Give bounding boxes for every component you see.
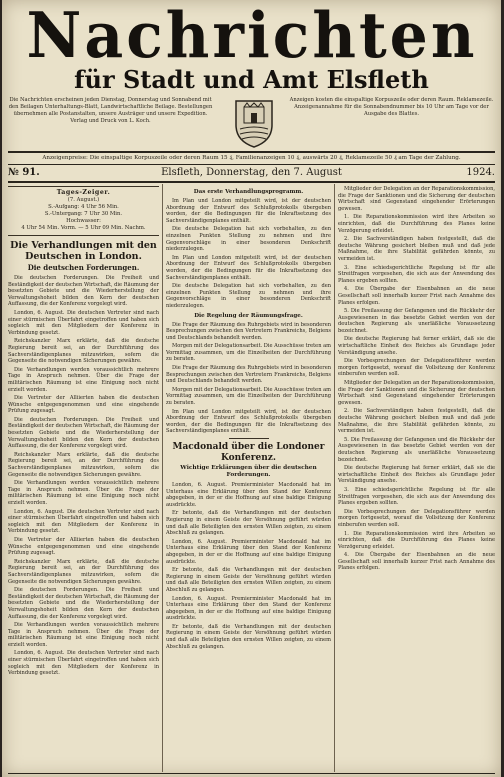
issue-number: № 91. xyxy=(8,167,40,178)
article-headline: Macdonald über die Londoner Konferenz. xyxy=(172,442,325,463)
masthead-left-info: Die Nachrichten erscheinen jeden Dienstag, Donnerstag und Sonnabend mit den Beilagen Unterhaltungs-Blatt, Landwirtschaftliche Beilage. Bestellungen übernehmen alle Postanstalten, unsere Austräger und unsere Expedition. Verlag und Druck von L. Koch. xyxy=(8,97,213,124)
article-paragraph: 3. Eine schiedsgerichtliche Regelung ist für alle Streitfragen vorgesehen, die sich aus der Anwendung des Planes ergeben sollten. xyxy=(338,486,495,507)
article-paragraph: London, 6. August. Premierminister Macdonald hat im Unterhaus eine Erklärung über den Stand der Konferenz abgegeben, in der er die Hoffnung auf eine baldige Einigung ausdrückte. xyxy=(166,538,331,565)
article-subhead: Wichtige Erklärungen über die deutschen Forderungen. xyxy=(180,465,317,478)
coat-of-arms-icon xyxy=(230,95,278,149)
article-paragraph: 3. Eine schiedsgerichtliche Regelung ist für alle Streitfragen vorgesehen, die sich aus der Anwendung des Planes ergeben sollten. xyxy=(338,264,495,284)
article-paragraph: London, 6. August. Premierminister Macdonald hat im Unterhaus eine Erklärung über den Stand der Konferenz abgegeben, in der er die Hoffnung auf eine baldige Einigung ausdrückte. xyxy=(166,595,331,622)
column-separator xyxy=(162,184,163,772)
article-paragraph: Reichskanzler Marx erklärte, daß die deutsche Regierung bereit sei, an der Durchführung des Sachverständigenplanes mitzuwirken, sofern die Gegenseite die notwendigen Sicherungen gewähre. xyxy=(8,558,159,585)
box-line: (7. August.) xyxy=(67,197,100,203)
article-paragraph: Die Verhandlungen werden voraussichtlich mehrere Tage in Anspruch nehmen. Über die Frage der militärischen Räumung ist eine Einigung noch nicht erzielt worden. xyxy=(8,480,159,506)
info-rule xyxy=(8,164,495,165)
article-paragraph: London, 6. August. Premierminister Macdonald hat im Unterhaus eine Erklärung über den Stand der Konferenz abgegeben, in der er die Hoffnung auf eine baldige Einigung ausdrückte. xyxy=(166,482,331,508)
article-paragraph: Mitglieder der Delegation an der Reparationskommission, die Frage der Sanktionen und die Sicherung der deutschen Wirtschaft sind Gegenstand eingehender Erörterungen gewesen. xyxy=(338,186,495,212)
box-line: S.-Untergang: 7 Uhr 30 Min. xyxy=(44,211,123,217)
article-paragraph: Mitglieder der Delegation an der Reparationskommission, die Frage der Sanktionen und die Sicherung der deutschen Wirtschaft sind Gegenstand eingehender Erörterungen gewesen. xyxy=(338,380,495,406)
article-paragraph: Im Plan und London mitgeteilt wird, ist der deutschen Abordnung der Entwurf des Schlußprotokolls übergeben worden, der die Bedingungen für die Inkraftsetzung des Sachverständigenplanes enthält. xyxy=(166,408,331,435)
article-paragraph: Reichskanzler Marx erklärte, daß die deutsche Regierung bereit sei, an der Durchführung des Sachverständigenplanes mitzuwirken, sofern die Gegenseite die notwendigen Sicherungen gewähre. xyxy=(8,338,159,365)
article-paragraph: 5. Die Freilassung der Gefangenen und die Rückkehr der Ausgewiesenen in das besetzte Gebiet werden von der deutschen Regierung als unerläßliche Voraussetzung bezeichnet. xyxy=(338,436,495,463)
column-separator xyxy=(334,184,335,772)
article-paragraph: 5. Die Freilassung der Gefangenen und die Rückkehr der Ausgewiesenen in das besetzte Gebiet werden von der deutschen Regierung als unerläßliche Voraussetzung bezeichnet. xyxy=(338,308,495,334)
article-paragraph: London, 6. August. Die deutschen Vertreter sind nach einer stürmischen Überfahrt eingetroffen und haben sich sogleich mit den Mitgliedern der Konferenz in Verbindung gesetzt. xyxy=(8,309,159,336)
article-paragraph: Die Verhandlungen werden voraussichtlich mehrere Tage in Anspruch nehmen. Über die Frage der militärischen Räumung ist eine Einigung noch nicht erzielt worden. xyxy=(8,622,159,648)
article-paragraph: Er betonte, daß die Verhandlungen mit der deutschen Regierung in einem Geiste der Versöhnung geführt würden und daß alle Beteiligten den ernsten Willen zeigten, zu einem Abschluß zu gelangen. xyxy=(166,623,331,650)
article-paragraph: Die deutsche Delegation hat sich vorbehalten, zu den einzelnen Punkten Stellung zu nehmen und ihre Gegenvorschläge in einer besonderen Denkschrift niederzulegen. xyxy=(166,226,331,253)
section-kicker: Das erste Verhandlungsprogramm. xyxy=(193,189,304,195)
masthead-subtitle: für Stadt und Amt Elsfleth xyxy=(74,65,429,94)
tages-zeiger-box xyxy=(8,186,159,236)
article-paragraph: London, 6. August. Die deutschen Vertreter sind nach einer stürmischen Überfahrt eingetroffen und haben sich sogleich mit den Mitgliedern der Konferenz in Verbindung gesetzt. xyxy=(8,508,159,535)
article-paragraph: Die deutschen Forderungen. Die Freiheit und Beständigkeit der deutschen Wirtschaft, die Räumung der besetzten Gebiete und die Wiederherstellung der Verwaltungshoheit bilden den Kern der deutschen Auffassung, die der Konferenz vorgelegt wird. xyxy=(8,587,159,620)
article-paragraph: 1. Die Reparationskommission wird ihre Arbeiten so einrichten, daß die Durchführung des Planes keine Verzögerung erleidet. xyxy=(338,530,495,550)
article-paragraph: Die Vorbesprechungen der Delegationsführer werden morgen fortgesetzt, worauf die Vollsitzung der Konferenz einberufen werden soll. xyxy=(338,358,495,378)
article-paragraph: Im Plan und London mitgeteilt wird, ist der deutschen Abordnung der Entwurf des Schlußprotokolls übergeben worden, der die Bedingungen für die Inkraftsetzung des Sachverständigenplanes enthält. xyxy=(166,198,331,224)
article-paragraph: Die deutsche Regierung hat ferner erklärt, daß sie die wirtschaftliche Einheit des Reiches als Grundlage jeder Verständigung ansehe. xyxy=(338,336,495,356)
article-paragraph: 4. Die Übergabe der Eisenbahnen an die neue Gesellschaft soll innerhalb kurzer Frist nach Annahme des Planes erfolgen. xyxy=(338,552,495,572)
article-paragraph: Die deutschen Forderungen. Die Freiheit und Beständigkeit der deutschen Wirtschaft, die Räumung der besetzten Gebiete und die Wiederherstellung der Verwaltungshoheit bilden den Kern der deutschen Auffassung, die der Konferenz vorgelegt wird. xyxy=(8,275,159,308)
bottom-rule xyxy=(8,773,495,774)
article-paragraph: 2. Die Sachverständigen haben festgestellt, daß die deutsche Währung gesichert bleiben muß und daß jede Maßnahme, die ihre Stabilität gefährden könnte, zu vermeiden ist. xyxy=(338,236,495,262)
article-paragraph: Die Verhandlungen werden voraussichtlich mehrere Tage in Anspruch nehmen. Über die Frage der militärischen Räumung ist eine Einigung noch nicht erzielt worden. xyxy=(8,366,159,393)
masthead xyxy=(2,0,501,152)
article-paragraph: 4. Die Übergabe der Eisenbahnen an die neue Gesellschaft soll innerhalb kurzer Frist nach Annahme des Planes erfolgen. xyxy=(338,286,495,306)
article-paragraph: Morgen mit der Delegationsarbeit. Die Ausschüsse treten am Vormittag zusammen, um die Einzelheiten der Durchführung zu beraten. xyxy=(166,386,331,407)
article-paragraph: Die Frage der Räumung des Ruhrgebiets wird in besonderen Besprechungen zwischen den Vertretern Frankreichs, Belgiens und Deutschlands behandelt werden. xyxy=(166,321,331,341)
article-paragraph: Die Vorbesprechungen der Delegationsführer werden morgen fortgesetzt, worauf die Vollsitzung der Konferenz einberufen werden soll. xyxy=(338,508,495,528)
dateline xyxy=(8,166,495,180)
box-line: S.-Aufgang: 4 Uhr 56 Min. xyxy=(48,204,119,210)
article-paragraph: 2. Die Sachverständigen haben festgestellt, daß die deutsche Währung gesichert bleiben muß und daß jede Maßnahme, die ihre Stabilität gefährden könnte, zu vermeiden ist. xyxy=(338,408,495,435)
article-paragraph: Er betonte, daß die Verhandlungen mit der deutschen Regierung in einem Geiste der Versöhnung geführt würden und daß alle Beteiligten den ernsten Willen zeigten, zu einem Abschluß zu gelangen. xyxy=(166,510,331,537)
article-paragraph: London, 6. August. Die deutschen Vertreter sind nach einer stürmischen Überfahrt eingetroffen und haben sich sogleich mit den Mitgliedern der Konferenz in Verbindung gesetzt. xyxy=(8,650,159,677)
article-paragraph: Die Vertreter der Alliierten haben die deutschen Wünsche entgegengenommen und eine eingehende Prüfung zugesagt. xyxy=(8,536,159,557)
article-paragraph: Die deutschen Forderungen. Die Freiheit und Beständigkeit der deutschen Wirtschaft, die Räumung der besetzten Gebiete und die Wiederherstellung der Verwaltungshoheit bilden den Kern der deutschen Auffassung, die der Konferenz vorgelegt wird. xyxy=(8,416,159,450)
masthead-right-info: Anzeigen kosten die einspaltige Korpuszeile oder deren Raum. Reklamezeile. Anzeigenannahme für die Sonnabendnummer bis 10 Uhr am Tage vor der Ausgabe des Blattes. xyxy=(289,97,494,117)
price-info-line: Anzeigenpreise: Die einspaltige Korpuszeile oder deren Raum 15 ₰, Familienanzeigen 10 ₰, auswärts 20 ₰, Reklamezeile 50 ₰ am Tage der Zahlung. xyxy=(42,155,461,161)
divider xyxy=(229,438,269,439)
article-paragraph: Reichskanzler Marx erklärte, daß die deutsche Regierung bereit sei, an der Durchführung des Sachverständigenplanes mitzuwirken, sofern die Gegenseite die notwendigen Sicherungen gewähre. xyxy=(8,451,159,478)
article-paragraph: Morgen mit der Delegationsarbeit. Die Ausschüsse treten am Vormittag zusammen, um die Einzelheiten der Durchführung zu beraten. xyxy=(166,343,331,363)
article-paragraph: Die deutsche Regierung hat ferner erklärt, daß sie die wirtschaftliche Einheit des Reiches als Grundlage jeder Verständigung ansehe. xyxy=(338,465,495,485)
masthead-title: Nachrichten xyxy=(26,0,478,73)
article-paragraph: Die Vertreter der Alliierten haben die deutschen Wünsche entgegengenommen und eine eingehende Prüfung zugesagt. xyxy=(8,395,159,415)
box-line: 4 Uhr 54 Min. Vorm. — 5 Uhr 09 Min. Nachm. xyxy=(21,225,146,231)
column-1 xyxy=(8,186,159,771)
masthead-rule xyxy=(8,151,495,153)
article-paragraph: Die deutsche Delegation hat sich vorbehalten, zu den einzelnen Punkten Stellung zu nehmen und ihre Gegenvorschläge in einer besonderen Denkschrift niederzulegen. xyxy=(166,283,331,309)
place-date: Elsfleth, Donnerstag, den 7. August xyxy=(161,167,342,178)
newspaper-page xyxy=(2,0,501,777)
section-kicker: Die Regelung der Räumungsfrage. xyxy=(194,312,303,319)
article-paragraph: Er betonte, daß die Verhandlungen mit der deutschen Regierung in einem Geiste der Versöhnung geführt würden und daß alle Beteiligten den ernsten Willen zeigten, zu einem Abschluß zu gelangen. xyxy=(166,567,331,593)
dateline-rule xyxy=(8,181,495,183)
article-headline: Die Verhandlungen mit den Deutschen in London. xyxy=(10,240,157,262)
column-2 xyxy=(166,186,331,771)
article-paragraph: Im Plan und London mitgeteilt wird, ist der deutschen Abordnung der Entwurf des Schlußprotokolls übergeben worden, der die Bedingungen für die Inkraftsetzung des Sachverständigenplanes enthält. xyxy=(166,254,331,281)
article-paragraph: 1. Die Reparationskommission wird ihre Arbeiten so einrichten, daß die Durchführung des Planes keine Verzögerung erleidet. xyxy=(338,214,495,234)
article-subhead: Die deutschen Forderungen. xyxy=(27,263,140,272)
column-3 xyxy=(338,186,495,771)
box-title: Tages-Zeiger. xyxy=(56,189,111,196)
article-paragraph: Die Frage der Räumung des Ruhrgebiets wird in besonderen Besprechungen zwischen den Vertretern Frankreichs, Belgiens und Deutschlands behandelt werden. xyxy=(166,365,331,385)
issue-year: 1924. xyxy=(466,167,495,178)
box-line: Hochwasser: xyxy=(66,218,101,224)
